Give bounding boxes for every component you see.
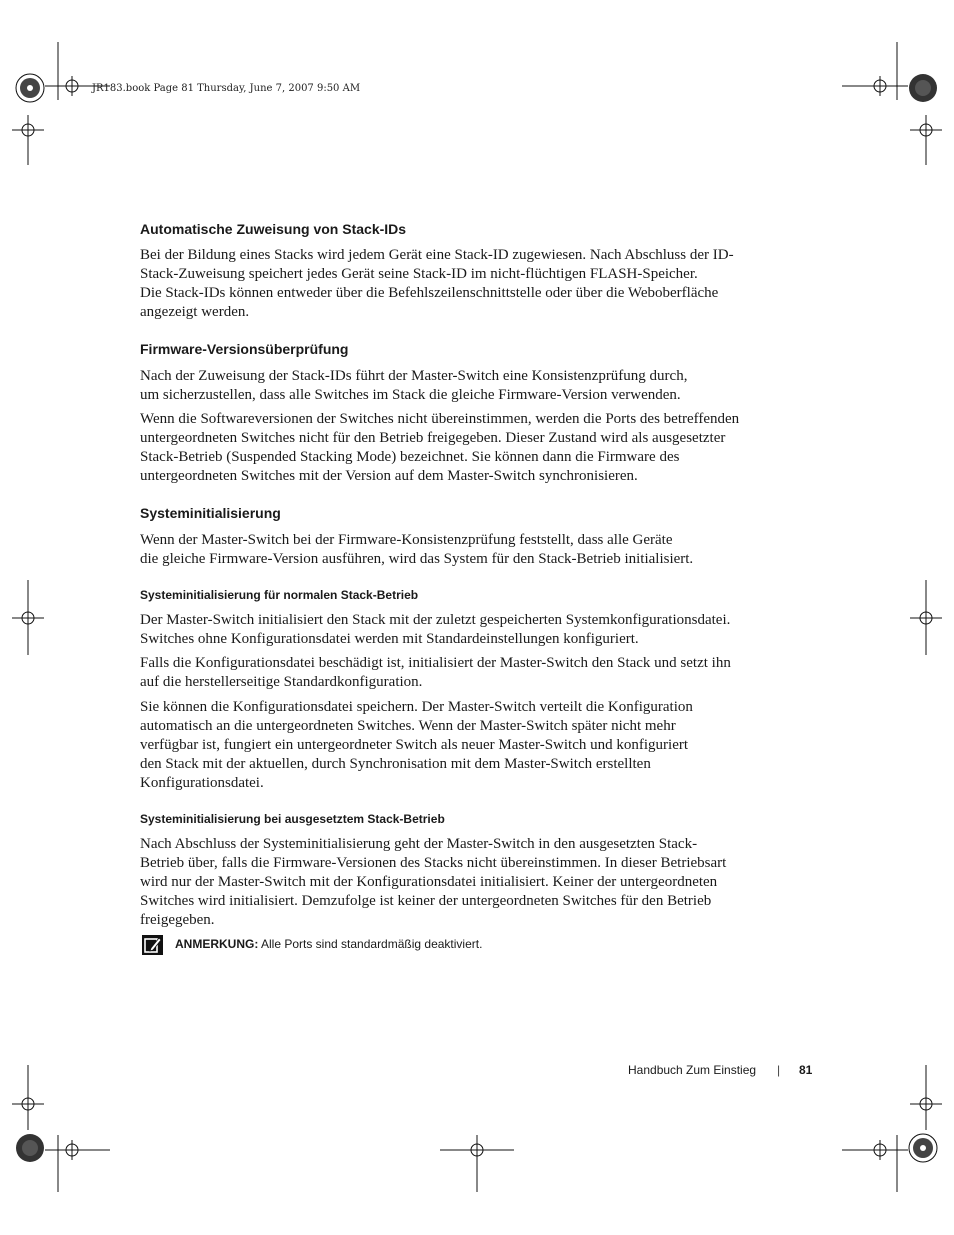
- text-line: Nach der Zuweisung der Stack-IDs führt der Master-Switch eine Konsistenzprüfung durch,: [140, 368, 688, 384]
- text-line: Stack-Betrieb (Suspended Stacking Mode) bezeichnet. Sie können dann die Firmware des: [140, 449, 680, 465]
- subsection-heading: Systeminitialisierung bei ausgesetztem Stack-Betrieb: [140, 812, 445, 826]
- paragraph: [140, 367, 770, 405]
- text-line: um sicherzustellen, dass alle Switches im Stack die gleiche Firmware-Version verwenden.: [140, 387, 681, 403]
- subsection-heading: Systeminitialisierung für normalen Stack-Betrieb: [140, 588, 419, 602]
- text-line: Switches wird initialisiert. Demzufolge ist keiner der untergeordneten Switches für den Betrieb: [140, 893, 712, 909]
- text-line: wird nur der Master-Switch mit der Konfigurationsdatei initialisiert. Keiner der untergeordneten: [140, 874, 718, 890]
- text-line: freigegeben.: [140, 912, 215, 928]
- page-number: 81: [799, 1063, 813, 1077]
- text-line: untergeordneten Switches nicht für den Betrieb freigegeben. Dieser Zustand wird als ausgesetzter: [140, 430, 726, 446]
- text-line: Sie können die Konfigurationsdatei speichern. Der Master-Switch verteilt die Konfiguration: [140, 699, 693, 715]
- text-line: Konfigurationsdatei.: [140, 775, 264, 791]
- paragraph: [140, 654, 770, 692]
- text-line: Bei der Bildung eines Stacks wird jedem Gerät eine Stack-ID zugewiesen. Nach Abschluss der ID-: [140, 247, 734, 263]
- footer-book-title: Handbuch Zum Einstieg: [628, 1063, 757, 1077]
- paragraph: [140, 531, 770, 569]
- text-line: Der Master-Switch initialisiert den Stack mit der zuletzt gespeicherten Systemkonfigurationsdatei.: [140, 612, 731, 628]
- section-heading: Systeminitialisierung: [140, 505, 281, 521]
- text-line: Wenn der Master-Switch bei der Firmware-Konsistenzprüfung feststellt, dass alle Geräte: [140, 532, 673, 548]
- text-line: Wenn die Softwareversionen der Switches nicht übereinstimmen, werden die Ports des betreffenden: [140, 411, 740, 427]
- text-line: die gleiche Firmware-Version ausführen, wird das System für den Stack-Betrieb initialisiert.: [140, 551, 694, 567]
- paragraph: [140, 246, 770, 322]
- paragraph: [140, 835, 770, 930]
- section-heading: Automatische Zuweisung von Stack-IDs: [140, 221, 407, 237]
- text-line: Die Stack-IDs können entweder über die Befehlszeilenschnittstelle oder über die Weboberfläche: [140, 285, 719, 301]
- note: [175, 937, 482, 951]
- paragraph: [140, 410, 770, 486]
- text-line: automatisch an die untergeordneten Switches. Wenn der Master-Switch später nicht mehr: [140, 718, 676, 734]
- footer-separator: |: [777, 1063, 781, 1077]
- text-line: auf die herstellerseitige Standardkonfiguration.: [140, 674, 423, 690]
- note-text: Alle Ports sind standardmäßig deaktiviert.: [258, 937, 483, 951]
- text-line: untergeordneten Switches mit der Version auf dem Master-Switch synchronisieren.: [140, 468, 638, 484]
- print-header-info: JR183.book Page 81 Thursday, June 7, 2007 9:50 AM: [92, 83, 361, 94]
- text-line: Switches ohne Konfigurationsdatei werden mit Standardeinstellungen konfiguriert.: [140, 631, 639, 647]
- text-line: Nach Abschluss der Systeminitialisierung geht der Master-Switch in den ausgesetzten Stack-: [140, 836, 698, 852]
- note-label: ANMERKUNG:: [175, 937, 259, 951]
- text-line: Stack-Zuweisung speichert jedes Gerät seine Stack-ID im nicht-flüchtigen FLASH-Speicher.: [140, 266, 698, 282]
- text-line: verfügbar ist, fungiert ein untergeordneter Switch als neuer Master-Switch und konfiguriert: [140, 737, 689, 753]
- text-line: Betrieb über, falls die Firmware-Versionen des Stacks nicht übereinstimmen. In dieser Betriebsart: [140, 855, 727, 871]
- section-heading: Firmware-Versionsüberprüfung: [140, 341, 349, 357]
- paragraph: [140, 611, 770, 649]
- pencil-note-icon: [142, 935, 163, 955]
- paragraph: [140, 698, 770, 793]
- text-line: angezeigt werden.: [140, 304, 250, 320]
- text-line: Falls die Konfigurationsdatei beschädigt ist, initialisiert der Master-Switch den Stack und setzt ihn: [140, 655, 731, 671]
- text-line: den Stack mit der aktuellen, durch Synchronisation mit dem Master-Switch erstellten: [140, 756, 651, 772]
